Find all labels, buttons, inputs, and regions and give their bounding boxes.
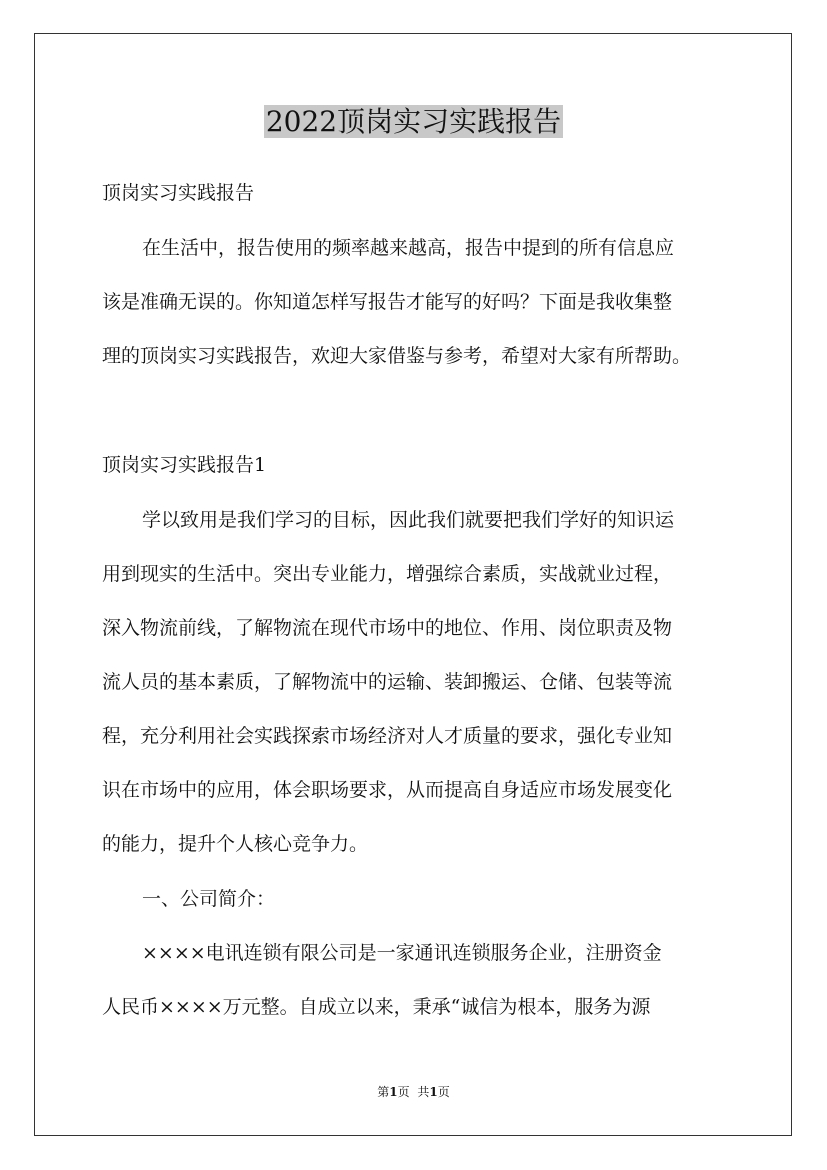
- paragraph-line: 理的顶岗实习实践报告，欢迎大家借鉴与参考，希望对大家有所帮助。: [102, 345, 692, 367]
- paragraph-line: 该是准确无误的。你知道怎样写报告才能写的好吗？下面是我收集整: [102, 291, 673, 313]
- paragraph-line: 流人员的基本素质，了解物流中的运输、装卸搬运、仓储、包装等流: [102, 671, 673, 693]
- document-title: [0, 103, 827, 141]
- paragraph-line: 的能力，提升个人核心竞争力。: [102, 833, 369, 855]
- paragraph-line: 在生活中，报告使用的频率越来越高，报告中提到的所有信息应: [142, 237, 675, 259]
- document-title-text: 2022顶岗实习实践报告: [265, 105, 562, 138]
- paragraph-line: 用到现实的生活中。突出专业能力，增强综合素质，实战就业过程，: [102, 563, 673, 585]
- footer-total-pages: 1: [429, 1085, 438, 1099]
- section-heading: 顶岗实习实践报告1: [102, 454, 267, 476]
- footer-total-prefix: 共: [417, 1085, 430, 1099]
- paragraph-line: 识在市场中的应用，体会职场要求，从而提高自身适应市场发展变化: [102, 779, 673, 801]
- section-heading: 顶岗实习实践报告: [102, 182, 255, 204]
- paragraph-line: 深入物流前线，了解物流在现代市场中的地位、作用、岗位职责及物: [102, 617, 673, 639]
- paragraph-line: 学以致用是我们学习的目标，因此我们就要把我们学好的知识运: [142, 509, 675, 531]
- footer-page-number: 1: [389, 1085, 398, 1099]
- page-footer: [0, 1084, 827, 1100]
- paragraph-line: ××××电讯连锁有限公司是一家通讯连锁服务企业，注册资金: [142, 942, 662, 964]
- subsection-heading: 一、公司简介：: [142, 888, 276, 910]
- footer-page-prefix: 第: [377, 1085, 390, 1099]
- paragraph-line: 人民币××××万元整。自成立以来，秉承“诚信为根本，服务为源: [102, 996, 651, 1018]
- paragraph-line: 程，充分利用社会实践探索市场经济对人才质量的要求，强化专业知: [102, 725, 673, 747]
- footer-page-unit: 页: [397, 1085, 410, 1099]
- footer-total-unit: 页: [437, 1085, 450, 1099]
